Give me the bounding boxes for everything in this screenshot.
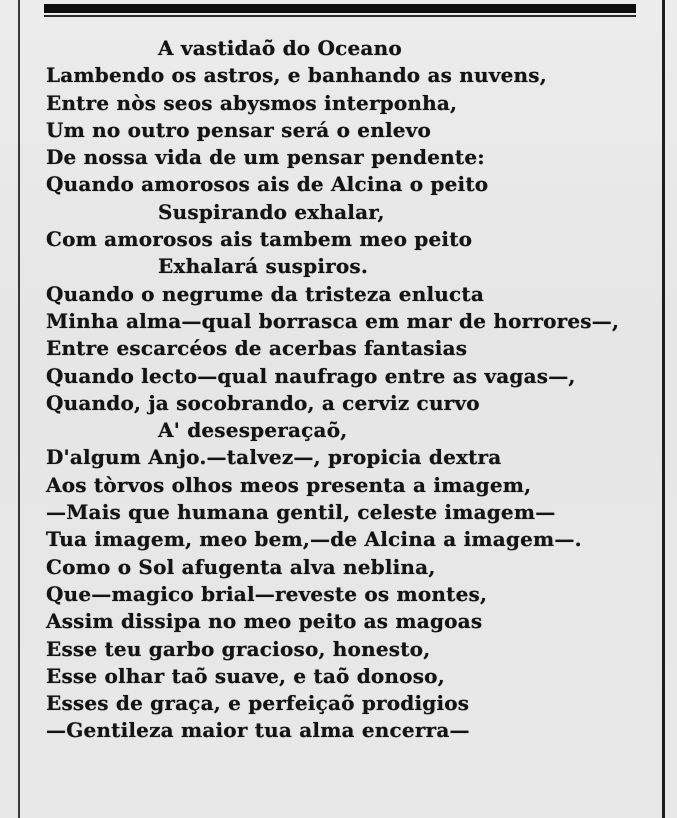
poem-line: Quando lecto—qual naufrago entre as vagas—, [46, 363, 576, 388]
poem-line: Aos tòrvos olhos meos presenta a imagem, [46, 472, 532, 497]
poem-line: Esses de graça, e perfeiçaõ prodigios [46, 691, 470, 716]
column-rule-right [662, 0, 665, 818]
poem-line: D'algum Anjo.—talvez—, propicia dextra [46, 445, 502, 470]
poem-line: Que—magico brial—reveste os montes, [46, 581, 488, 606]
poem-line: Lambendo os astros, e banhando as nuvens, [46, 63, 547, 88]
top-rule [44, 4, 636, 13]
column-rule-left [18, 0, 20, 818]
poem [46, 35, 646, 745]
top-rule-thin [44, 15, 636, 17]
poem-line: Assim dissipa no meo peito as magoas [46, 609, 483, 634]
poem-line: Quando amorosos ais de Alcina o peito [46, 172, 489, 197]
poem-line: Minha alma—qual borrasca em mar de horrores—, [46, 308, 620, 333]
poem-line: Com amorosos ais tambem meo peito [46, 227, 473, 252]
poem-line: Como o Sol afugenta alva neblina, [46, 554, 436, 579]
poem-line: Tua imagem, meo bem,—de Alcina a imagem—. [46, 527, 582, 552]
poem-line: A vastidaõ do Oceano [158, 36, 402, 60]
poem-line: Suspirando exhalar, [158, 199, 385, 224]
poem-line: Quando o negrume da tristeza enlucta [46, 281, 484, 306]
poem-line: Entre escarcéos de acerbas fantasias [46, 336, 468, 361]
poem-line: Quando, ja socobrando, a cerviz curvo [46, 390, 480, 415]
poem-line: Esse teu garbo gracioso, honesto, [46, 636, 431, 661]
poem-line: Esse olhar taõ suave, e taõ donoso, [46, 663, 445, 688]
poem-line: Um no outro pensar será o enlevo [46, 117, 432, 142]
poem-line: —Gentileza maior tua alma encerra— [46, 718, 470, 743]
poem-line: A' desesperaçaõ, [158, 418, 348, 443]
poem-line: De nossa vida de um pensar pendente: [46, 145, 485, 170]
poem-line: —Mais que humana gentil, celeste imagem— [46, 500, 556, 525]
poem-line: Entre nòs seos abysmos interponha, [46, 90, 458, 115]
poem-line: Exhalará suspiros. [158, 254, 369, 279]
